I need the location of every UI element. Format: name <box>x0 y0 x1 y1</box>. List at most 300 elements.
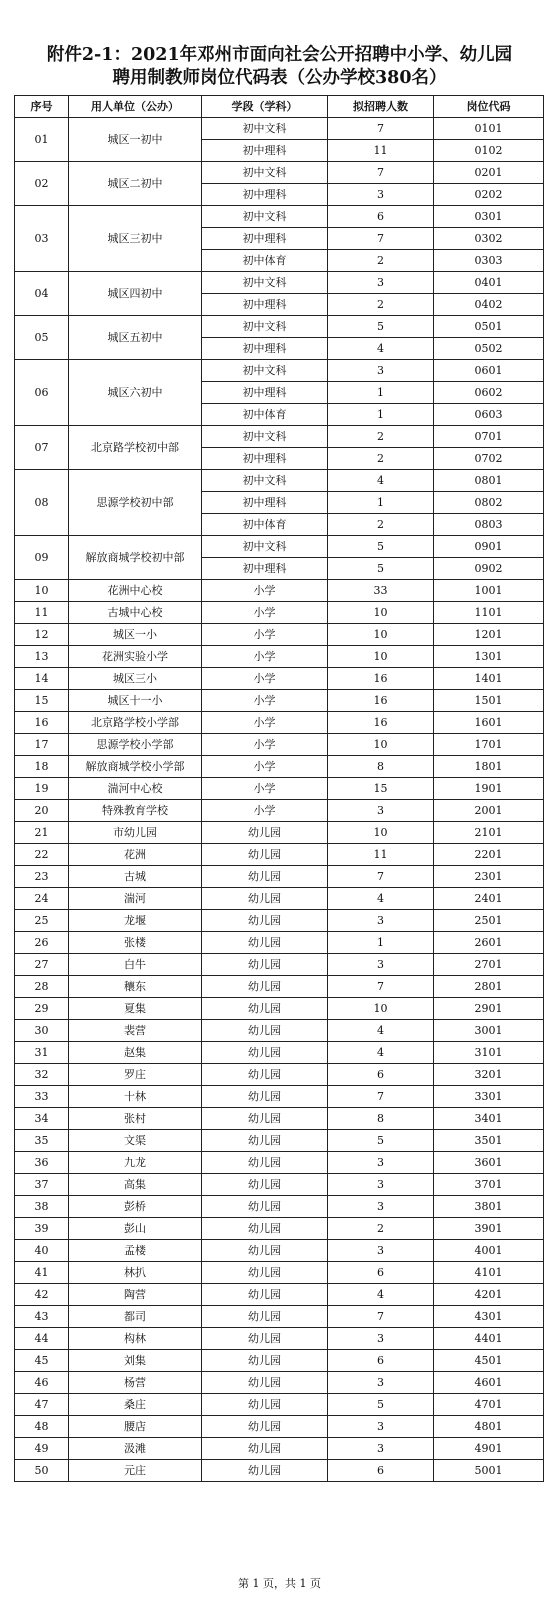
serial-number-cell: 18 <box>15 756 69 778</box>
stage-subject-cell: 小学 <box>202 580 328 602</box>
table-row <box>15 1174 544 1196</box>
stage-subject-cell: 初中理科 <box>202 140 328 162</box>
planned-hires-cell: 1 <box>328 404 434 426</box>
planned-hires-cell: 10 <box>328 602 434 624</box>
table-row <box>15 316 544 338</box>
document-title-line-2: 聘用制教师岗位代码表（公办学校380名） <box>112 68 447 88</box>
table-row <box>15 118 544 140</box>
stage-subject-cell: 幼儿园 <box>202 1306 328 1328</box>
planned-hires-cell: 2 <box>328 250 434 272</box>
employer-unit-cell: 林扒 <box>69 1262 202 1284</box>
employer-unit-cell: 桑庄 <box>69 1394 202 1416</box>
table-row <box>15 360 544 382</box>
position-code-cell: 0801 <box>434 470 544 492</box>
stage-subject-cell: 初中理科 <box>202 492 328 514</box>
planned-hires-cell: 8 <box>328 1108 434 1130</box>
position-code-cell: 2301 <box>434 866 544 888</box>
serial-number-cell: 09 <box>15 536 69 580</box>
employer-unit-cell: 城区三初中 <box>69 206 202 272</box>
stage-subject-cell: 初中体育 <box>202 514 328 536</box>
planned-hires-cell: 3 <box>328 1240 434 1262</box>
position-code-cell: 5001 <box>434 1460 544 1482</box>
employer-unit-cell: 裴营 <box>69 1020 202 1042</box>
table-row <box>15 536 544 558</box>
stage-subject-cell: 幼儿园 <box>202 1130 328 1152</box>
position-code-cell: 3501 <box>434 1130 544 1152</box>
serial-number-cell: 33 <box>15 1086 69 1108</box>
planned-hires-cell: 2 <box>328 294 434 316</box>
position-code-cell: 0901 <box>434 536 544 558</box>
position-code-cell: 1901 <box>434 778 544 800</box>
position-code-cell: 0201 <box>434 162 544 184</box>
stage-subject-cell: 初中体育 <box>202 404 328 426</box>
employer-unit-cell: 夏集 <box>69 998 202 1020</box>
serial-number-cell: 07 <box>15 426 69 470</box>
planned-hires-cell: 4 <box>328 338 434 360</box>
table-row <box>15 426 544 448</box>
table-row <box>15 998 544 1020</box>
position-code-cell: 3901 <box>434 1218 544 1240</box>
stage-subject-cell: 幼儿园 <box>202 1086 328 1108</box>
planned-hires-cell: 11 <box>328 140 434 162</box>
stage-subject-cell: 幼儿园 <box>202 1350 328 1372</box>
table-row <box>15 1416 544 1438</box>
table-row <box>15 624 544 646</box>
employer-unit-cell: 思源学校初中部 <box>69 470 202 536</box>
stage-subject-cell: 小学 <box>202 690 328 712</box>
serial-number-cell: 41 <box>15 1262 69 1284</box>
table-row <box>15 690 544 712</box>
table-row <box>15 206 544 228</box>
employer-unit-cell: 汲滩 <box>69 1438 202 1460</box>
stage-subject-cell: 幼儿园 <box>202 932 328 954</box>
position-code-cell: 2401 <box>434 888 544 910</box>
planned-hires-cell: 1 <box>328 382 434 404</box>
stage-subject-cell: 幼儿园 <box>202 1020 328 1042</box>
planned-hires-cell: 2 <box>328 448 434 470</box>
table-row <box>15 800 544 822</box>
serial-number-cell: 04 <box>15 272 69 316</box>
planned-hires-cell: 3 <box>328 1372 434 1394</box>
serial-number-cell: 43 <box>15 1306 69 1328</box>
table-row <box>15 822 544 844</box>
employer-unit-cell: 腰店 <box>69 1416 202 1438</box>
serial-number-cell: 25 <box>15 910 69 932</box>
stage-subject-cell: 幼儿园 <box>202 910 328 932</box>
stage-subject-cell: 初中文科 <box>202 206 328 228</box>
planned-hires-cell: 10 <box>328 624 434 646</box>
table-row <box>15 1020 544 1042</box>
planned-hires-cell: 11 <box>328 844 434 866</box>
employer-unit-cell: 元庄 <box>69 1460 202 1482</box>
table-row <box>15 866 544 888</box>
position-code-cell: 3701 <box>434 1174 544 1196</box>
serial-number-cell: 08 <box>15 470 69 536</box>
table-row <box>15 778 544 800</box>
position-code-cell: 0302 <box>434 228 544 250</box>
employer-unit-cell: 罗庄 <box>69 1064 202 1086</box>
stage-subject-cell: 幼儿园 <box>202 1218 328 1240</box>
stage-subject-cell: 小学 <box>202 602 328 624</box>
stage-subject-cell: 幼儿园 <box>202 844 328 866</box>
stage-subject-cell: 初中理科 <box>202 184 328 206</box>
table-row <box>15 162 544 184</box>
serial-number-cell: 17 <box>15 734 69 756</box>
position-code-cell: 4701 <box>434 1394 544 1416</box>
table-row <box>15 1064 544 1086</box>
stage-subject-cell: 初中理科 <box>202 338 328 360</box>
header-stage-subject: 学段（学科） <box>202 96 328 118</box>
employer-unit-cell: 花洲中心校 <box>69 580 202 602</box>
stage-subject-cell: 幼儿园 <box>202 1042 328 1064</box>
stage-subject-cell: 幼儿园 <box>202 1372 328 1394</box>
planned-hires-cell: 3 <box>328 1438 434 1460</box>
stage-subject-cell: 幼儿园 <box>202 1284 328 1306</box>
serial-number-cell: 35 <box>15 1130 69 1152</box>
stage-subject-cell: 小学 <box>202 800 328 822</box>
position-code-cell: 0601 <box>434 360 544 382</box>
employer-unit-cell: 城区一初中 <box>69 118 202 162</box>
planned-hires-cell: 15 <box>328 778 434 800</box>
planned-hires-cell: 4 <box>328 1284 434 1306</box>
serial-number-cell: 44 <box>15 1328 69 1350</box>
position-code-cell: 3801 <box>434 1196 544 1218</box>
employer-unit-cell: 花洲实验小学 <box>69 646 202 668</box>
serial-number-cell: 23 <box>15 866 69 888</box>
planned-hires-cell: 10 <box>328 998 434 1020</box>
table-row <box>15 976 544 998</box>
planned-hires-cell: 10 <box>328 646 434 668</box>
employer-unit-cell: 杨营 <box>69 1372 202 1394</box>
stage-subject-cell: 幼儿园 <box>202 1328 328 1350</box>
serial-number-cell: 49 <box>15 1438 69 1460</box>
position-code-cell: 2801 <box>434 976 544 998</box>
position-code-cell: 0301 <box>434 206 544 228</box>
serial-number-cell: 21 <box>15 822 69 844</box>
employer-unit-cell: 孟楼 <box>69 1240 202 1262</box>
planned-hires-cell: 5 <box>328 536 434 558</box>
position-code-cell: 2001 <box>434 800 544 822</box>
employer-unit-cell: 城区四初中 <box>69 272 202 316</box>
table-row <box>15 932 544 954</box>
employer-unit-cell: 古城中心校 <box>69 602 202 624</box>
stage-subject-cell: 初中理科 <box>202 382 328 404</box>
serial-number-cell: 02 <box>15 162 69 206</box>
employer-unit-cell: 陶营 <box>69 1284 202 1306</box>
serial-number-cell: 48 <box>15 1416 69 1438</box>
table-row <box>15 844 544 866</box>
stage-subject-cell: 幼儿园 <box>202 1416 328 1438</box>
employer-unit-cell: 十林 <box>69 1086 202 1108</box>
planned-hires-cell: 6 <box>328 1262 434 1284</box>
table-row <box>15 668 544 690</box>
serial-number-cell: 14 <box>15 668 69 690</box>
position-code-cell: 4001 <box>434 1240 544 1262</box>
planned-hires-cell: 5 <box>328 1394 434 1416</box>
position-code-cell: 1201 <box>434 624 544 646</box>
planned-hires-cell: 3 <box>328 1174 434 1196</box>
stage-subject-cell: 初中体育 <box>202 250 328 272</box>
serial-number-cell: 12 <box>15 624 69 646</box>
position-code-cell: 3401 <box>434 1108 544 1130</box>
serial-number-cell: 03 <box>15 206 69 272</box>
planned-hires-cell: 8 <box>328 756 434 778</box>
position-code-cell: 2901 <box>434 998 544 1020</box>
employer-unit-cell: 文渠 <box>69 1130 202 1152</box>
position-code-cell: 0603 <box>434 404 544 426</box>
planned-hires-cell: 3 <box>328 910 434 932</box>
planned-hires-cell: 6 <box>328 1460 434 1482</box>
stage-subject-cell: 初中理科 <box>202 448 328 470</box>
employer-unit-cell: 湍河 <box>69 888 202 910</box>
table-row <box>15 1372 544 1394</box>
planned-hires-cell: 1 <box>328 932 434 954</box>
stage-subject-cell: 初中文科 <box>202 536 328 558</box>
position-code-cell: 3201 <box>434 1064 544 1086</box>
stage-subject-cell: 幼儿园 <box>202 1174 328 1196</box>
planned-hires-cell: 7 <box>328 118 434 140</box>
table-row <box>15 1394 544 1416</box>
table-row <box>15 1438 544 1460</box>
employer-unit-cell: 彭山 <box>69 1218 202 1240</box>
stage-subject-cell: 幼儿园 <box>202 866 328 888</box>
employer-unit-cell: 都司 <box>69 1306 202 1328</box>
planned-hires-cell: 16 <box>328 668 434 690</box>
employer-unit-cell: 张楼 <box>69 932 202 954</box>
table-row <box>15 1218 544 1240</box>
stage-subject-cell: 幼儿园 <box>202 976 328 998</box>
position-code-cell: 4201 <box>434 1284 544 1306</box>
stage-subject-cell: 小学 <box>202 712 328 734</box>
planned-hires-cell: 2 <box>328 426 434 448</box>
page-footer: 第 1 页，共 1 页 <box>238 1577 321 1590</box>
planned-hires-cell: 7 <box>328 1306 434 1328</box>
stage-subject-cell: 小学 <box>202 734 328 756</box>
stage-subject-cell: 初中文科 <box>202 118 328 140</box>
serial-number-cell: 30 <box>15 1020 69 1042</box>
table-row <box>15 910 544 932</box>
serial-number-cell: 20 <box>15 800 69 822</box>
serial-number-cell: 24 <box>15 888 69 910</box>
employer-unit-cell: 龙堰 <box>69 910 202 932</box>
serial-number-cell: 45 <box>15 1350 69 1372</box>
stage-subject-cell: 幼儿园 <box>202 1064 328 1086</box>
table-row <box>15 756 544 778</box>
serial-number-cell: 01 <box>15 118 69 162</box>
planned-hires-cell: 2 <box>328 514 434 536</box>
stage-subject-cell: 小学 <box>202 624 328 646</box>
table-header-row <box>15 96 544 118</box>
header-serial-number: 序号 <box>15 96 69 118</box>
table-row <box>15 1328 544 1350</box>
table-row <box>15 1306 544 1328</box>
planned-hires-cell: 10 <box>328 734 434 756</box>
table-row <box>15 1262 544 1284</box>
employer-unit-cell: 市幼儿园 <box>69 822 202 844</box>
planned-hires-cell: 3 <box>328 360 434 382</box>
table-row <box>15 580 544 602</box>
document-title-line-1: 附件2-1：2021年邓州市面向社会公开招聘中小学、幼儿园 <box>46 45 513 65</box>
stage-subject-cell: 幼儿园 <box>202 1262 328 1284</box>
position-code-cell: 4101 <box>434 1262 544 1284</box>
serial-number-cell: 50 <box>15 1460 69 1482</box>
stage-subject-cell: 小学 <box>202 668 328 690</box>
planned-hires-cell: 7 <box>328 866 434 888</box>
serial-number-cell: 27 <box>15 954 69 976</box>
position-code-cell: 0402 <box>434 294 544 316</box>
position-code-cell: 0802 <box>434 492 544 514</box>
planned-hires-cell: 3 <box>328 272 434 294</box>
employer-unit-cell: 城区三小 <box>69 668 202 690</box>
serial-number-cell: 42 <box>15 1284 69 1306</box>
position-code-cell: 3601 <box>434 1152 544 1174</box>
employer-unit-cell: 思源学校小学部 <box>69 734 202 756</box>
position-code-cell: 0101 <box>434 118 544 140</box>
position-code-cell: 0102 <box>434 140 544 162</box>
employer-unit-cell: 构林 <box>69 1328 202 1350</box>
position-code-cell: 4501 <box>434 1350 544 1372</box>
position-code-cell: 1601 <box>434 712 544 734</box>
position-code-cell: 2701 <box>434 954 544 976</box>
stage-subject-cell: 小学 <box>202 646 328 668</box>
stage-subject-cell: 幼儿园 <box>202 888 328 910</box>
table-row <box>15 888 544 910</box>
table-row <box>15 1130 544 1152</box>
serial-number-cell: 31 <box>15 1042 69 1064</box>
table-row <box>15 1086 544 1108</box>
table-row <box>15 712 544 734</box>
position-code-cell: 0502 <box>434 338 544 360</box>
position-code-cell: 1001 <box>434 580 544 602</box>
planned-hires-cell: 7 <box>328 162 434 184</box>
position-code-cell: 4601 <box>434 1372 544 1394</box>
stage-subject-cell: 初中文科 <box>202 470 328 492</box>
serial-number-cell: 46 <box>15 1372 69 1394</box>
header-planned-hires: 拟招聘人数 <box>328 96 434 118</box>
position-code-cell: 1801 <box>434 756 544 778</box>
planned-hires-cell: 3 <box>328 954 434 976</box>
stage-subject-cell: 幼儿园 <box>202 822 328 844</box>
planned-hires-cell: 16 <box>328 690 434 712</box>
header-position-code: 岗位代码 <box>434 96 544 118</box>
stage-subject-cell: 初中文科 <box>202 272 328 294</box>
employer-unit-cell: 高集 <box>69 1174 202 1196</box>
table-row <box>15 272 544 294</box>
position-code-cell: 4901 <box>434 1438 544 1460</box>
position-code-cell: 1401 <box>434 668 544 690</box>
stage-subject-cell: 初中理科 <box>202 294 328 316</box>
employer-unit-cell: 北京路学校小学部 <box>69 712 202 734</box>
table-row <box>15 1042 544 1064</box>
employer-unit-cell: 湍河中心校 <box>69 778 202 800</box>
planned-hires-cell: 3 <box>328 800 434 822</box>
serial-number-cell: 38 <box>15 1196 69 1218</box>
employer-unit-cell: 古城 <box>69 866 202 888</box>
serial-number-cell: 19 <box>15 778 69 800</box>
position-code-cell: 0303 <box>434 250 544 272</box>
table-row <box>15 1460 544 1482</box>
planned-hires-cell: 4 <box>328 1020 434 1042</box>
planned-hires-cell: 6 <box>328 206 434 228</box>
position-code-cell: 4401 <box>434 1328 544 1350</box>
stage-subject-cell: 小学 <box>202 756 328 778</box>
stage-subject-cell: 幼儿园 <box>202 1438 328 1460</box>
employer-unit-cell: 彭桥 <box>69 1196 202 1218</box>
table-row <box>15 646 544 668</box>
position-code-cell: 2601 <box>434 932 544 954</box>
position-code-cell: 0803 <box>434 514 544 536</box>
planned-hires-cell: 5 <box>328 558 434 580</box>
serial-number-cell: 06 <box>15 360 69 426</box>
serial-number-cell: 39 <box>15 1218 69 1240</box>
employer-unit-cell: 城区二初中 <box>69 162 202 206</box>
position-code-cell: 3301 <box>434 1086 544 1108</box>
serial-number-cell: 15 <box>15 690 69 712</box>
table-row <box>15 1284 544 1306</box>
position-code-cell: 2101 <box>434 822 544 844</box>
employer-unit-cell: 九龙 <box>69 1152 202 1174</box>
stage-subject-cell: 初中理科 <box>202 558 328 580</box>
position-code-cell: 0701 <box>434 426 544 448</box>
planned-hires-cell: 7 <box>328 1086 434 1108</box>
table-row <box>15 470 544 492</box>
stage-subject-cell: 幼儿园 <box>202 1108 328 1130</box>
planned-hires-cell: 6 <box>328 1064 434 1086</box>
employer-unit-cell: 解放商城学校初中部 <box>69 536 202 580</box>
employer-unit-cell: 特殊教育学校 <box>69 800 202 822</box>
position-code-cell: 3101 <box>434 1042 544 1064</box>
stage-subject-cell: 初中文科 <box>202 426 328 448</box>
planned-hires-cell: 4 <box>328 470 434 492</box>
serial-number-cell: 22 <box>15 844 69 866</box>
planned-hires-cell: 7 <box>328 228 434 250</box>
stage-subject-cell: 初中文科 <box>202 360 328 382</box>
serial-number-cell: 32 <box>15 1064 69 1086</box>
planned-hires-cell: 2 <box>328 1218 434 1240</box>
table-row <box>15 1196 544 1218</box>
employer-unit-cell: 城区一小 <box>69 624 202 646</box>
position-code-cell: 1101 <box>434 602 544 624</box>
employer-unit-cell: 赵集 <box>69 1042 202 1064</box>
position-code-cell: 0602 <box>434 382 544 404</box>
header-employer-unit: 用人单位（公办） <box>69 96 202 118</box>
serial-number-cell: 29 <box>15 998 69 1020</box>
position-code-cell: 4301 <box>434 1306 544 1328</box>
employer-unit-cell: 城区五初中 <box>69 316 202 360</box>
position-code-cell: 3001 <box>434 1020 544 1042</box>
table-row <box>15 1240 544 1262</box>
serial-number-cell: 10 <box>15 580 69 602</box>
planned-hires-cell: 5 <box>328 1130 434 1152</box>
employer-unit-cell: 刘集 <box>69 1350 202 1372</box>
position-code-cell: 0902 <box>434 558 544 580</box>
planned-hires-cell: 3 <box>328 1152 434 1174</box>
table-row <box>15 1108 544 1130</box>
serial-number-cell: 16 <box>15 712 69 734</box>
planned-hires-cell: 4 <box>328 888 434 910</box>
planned-hires-cell: 7 <box>328 976 434 998</box>
table-row <box>15 1350 544 1372</box>
planned-hires-cell: 16 <box>328 712 434 734</box>
table-row <box>15 602 544 624</box>
position-code-cell: 2201 <box>434 844 544 866</box>
stage-subject-cell: 初中文科 <box>202 316 328 338</box>
planned-hires-cell: 5 <box>328 316 434 338</box>
employer-unit-cell: 北京路学校初中部 <box>69 426 202 470</box>
serial-number-cell: 40 <box>15 1240 69 1262</box>
stage-subject-cell: 幼儿园 <box>202 1152 328 1174</box>
employer-unit-cell: 白牛 <box>69 954 202 976</box>
